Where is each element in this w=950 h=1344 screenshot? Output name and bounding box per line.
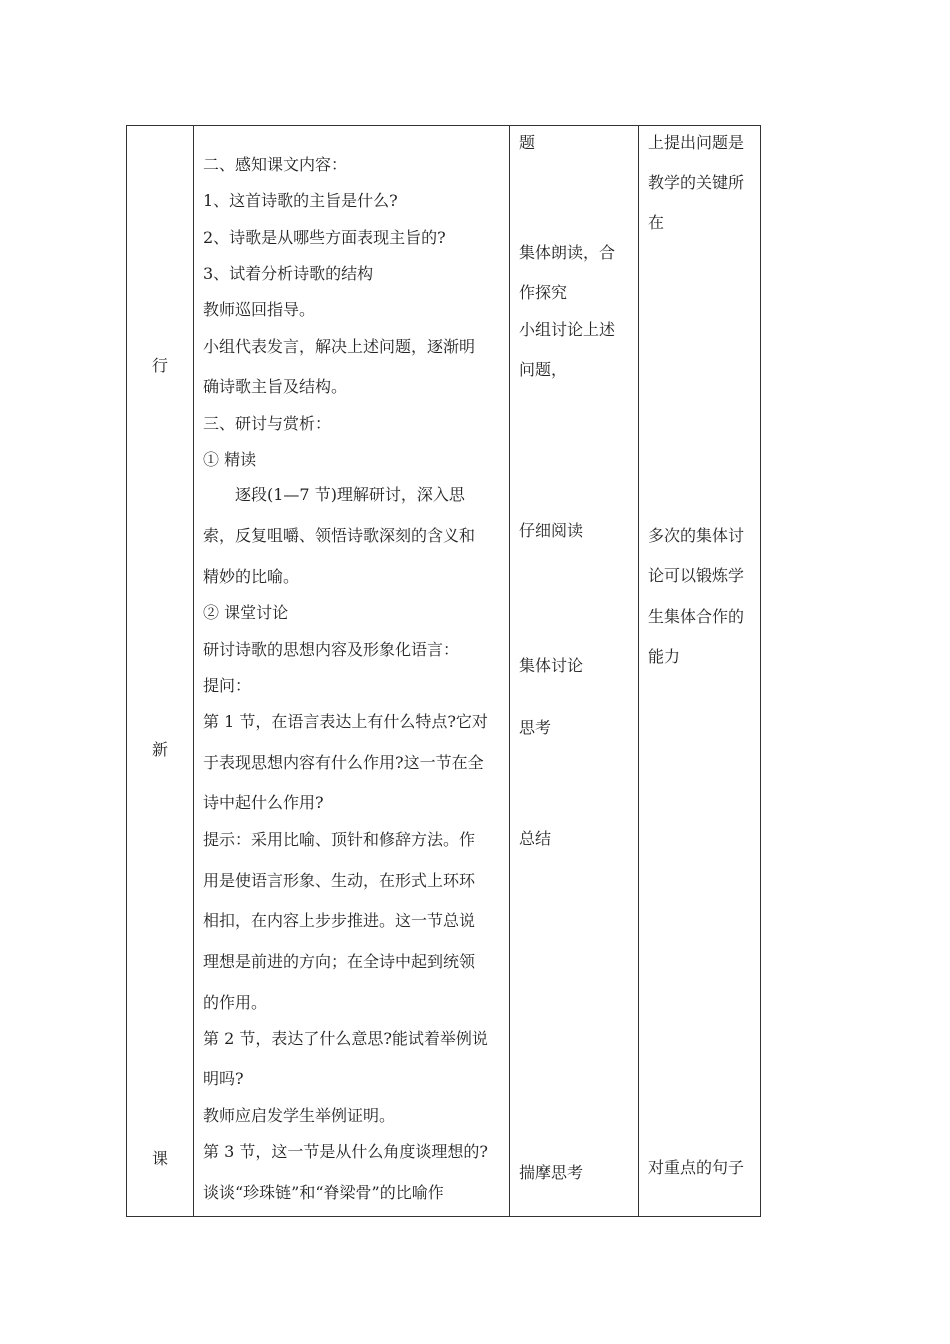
content-line: 相扣，在内容上步步推进。这一节总说	[203, 911, 476, 930]
content-line: 3、试着分析诗歌的结构	[203, 264, 374, 283]
content-line: 1、这首诗歌的主旨是什么?	[203, 191, 398, 210]
side-label: 行	[151, 356, 168, 375]
side-label: 课	[151, 1149, 168, 1168]
activity-line: 揣摩思考	[519, 1163, 584, 1182]
content-line: 确诗歌主旨及结构。	[203, 377, 348, 396]
content-line: 第 1 节，在语言表达上有什么特点?它对	[203, 712, 488, 731]
content-line: 小组代表发言，解决上述问题，逐渐明	[203, 337, 476, 356]
note-line: 上提出问题是	[648, 133, 745, 152]
content-line: 教师巡回指导。	[203, 300, 316, 319]
content-line: 诗中起什么作用?	[203, 793, 324, 812]
content-line: 明吗?	[203, 1069, 244, 1088]
content-line: 第 3 节，这一节是从什么角度谈理想的?	[203, 1142, 488, 1161]
content-line: 理想是前进的方向；在全诗中起到统领	[203, 952, 476, 971]
content-line: 精妙的比喻。	[203, 567, 300, 586]
note-line: 在	[648, 213, 665, 232]
activity-line: 问题，	[519, 360, 568, 379]
content-line: 三、研讨与赏析：	[203, 414, 332, 433]
note-line: 对重点的句子	[648, 1158, 745, 1177]
note-line: 论可以锻炼学	[648, 566, 745, 585]
lesson-plan-table	[126, 125, 761, 1217]
activity-line: 仔细阅读	[519, 521, 584, 540]
content-line: 第 2 节，表达了什么意思?能试着举例说	[203, 1029, 488, 1048]
note-line: 能力	[648, 647, 681, 666]
note-line: 生集体合作的	[648, 607, 745, 626]
content-line: ① 精读	[203, 450, 257, 469]
content-line: 于表现思想内容有什么作用?这一节在全	[203, 753, 484, 772]
activity-line: 小组讨论上述	[519, 320, 616, 339]
content-line: 研讨诗歌的思想内容及形象化语言：	[203, 640, 460, 659]
content-line: 2、诗歌是从哪些方面表现主旨的?	[203, 228, 446, 247]
activity-line: 集体朗读，合	[519, 243, 616, 262]
content-line: 索，反复咀嚼、领悟诗歌深刻的含义和	[203, 526, 476, 545]
content-line: 提问：	[203, 676, 252, 695]
note-line: 多次的集体讨	[648, 526, 745, 545]
activity-line: 思考	[519, 718, 552, 737]
column-divider	[509, 126, 510, 1216]
activity-line: 总结	[519, 829, 552, 848]
content-line: 教师应启发学生举例证明。	[203, 1106, 396, 1125]
activity-line: 集体讨论	[519, 656, 584, 675]
content-line: 用是使语言形象、生动，在形式上环环	[203, 871, 476, 890]
activity-line: 作探究	[519, 283, 568, 302]
content-line: 二、感知课文内容：	[203, 155, 348, 174]
column-divider	[193, 126, 194, 1216]
content-line: 谈谈“珍珠链”和“脊梁骨”的比喻作	[203, 1183, 444, 1202]
activity-line: 题	[519, 133, 536, 152]
content-line: ② 课堂讨论	[203, 603, 289, 622]
note-line: 教学的关键所	[648, 173, 745, 192]
content-line: 的作用。	[203, 993, 268, 1012]
column-divider	[638, 126, 639, 1216]
content-line: 提示：采用比喻、顶针和修辞方法。作	[203, 830, 476, 849]
side-label: 新	[151, 740, 168, 759]
content-line: 逐段(1—7 节)理解研讨，深入思	[235, 485, 465, 504]
